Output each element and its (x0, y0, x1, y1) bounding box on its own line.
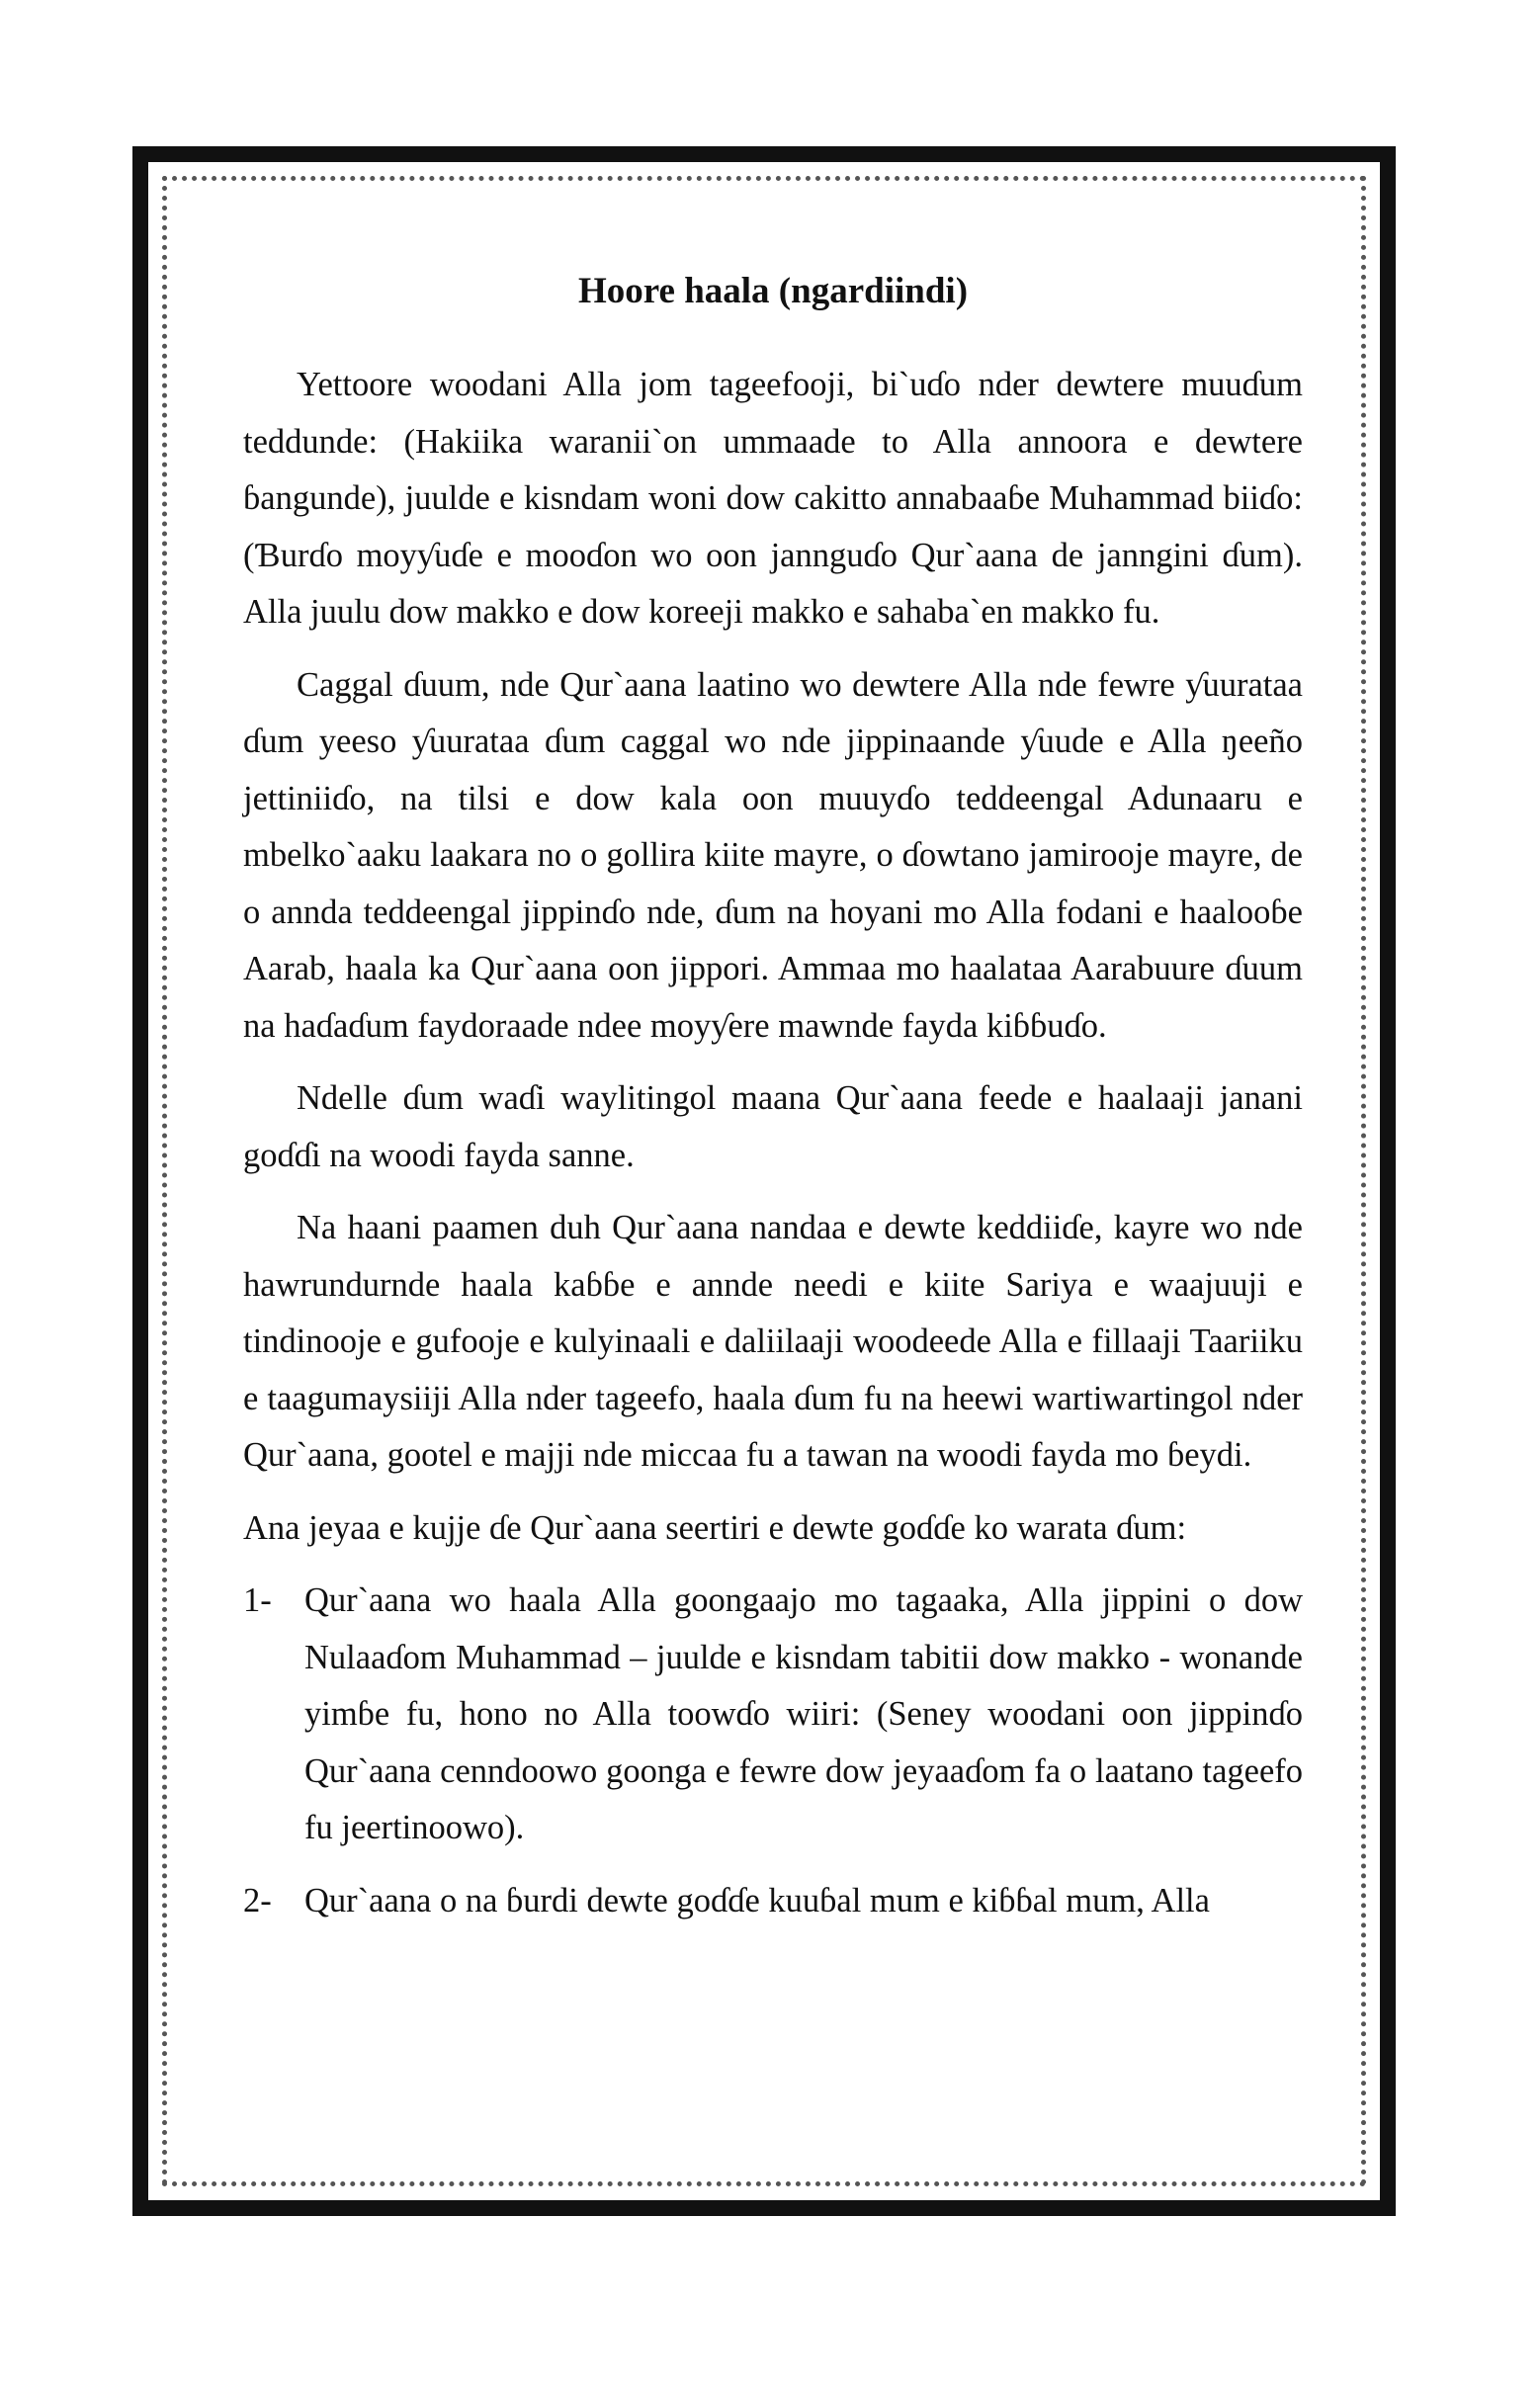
paragraph-translation-benefit: Ndelle ɗum waɗi waylitingol maana Qur`aana feede e haalaaji janani goɗɗi na woodi fayda sanne. (243, 1079, 1303, 1174)
page-title: Hoore haala (ngardiindi) (577, 271, 969, 311)
page-content (243, 263, 1303, 1945)
list-item-text: Qur`aana o na ɓurdi dewte goɗɗe kuuɓal mum e kiɓɓal mum, Alla (304, 1881, 1210, 1919)
list-item-number: 1- (243, 1581, 272, 1619)
paragraph-quran-importance: Caggal ɗuum, nde Qur`aana laatino wo dewtere Alla nde fewre ƴuurataa ɗum yeeso ƴuurataa ɗum caggal wo nde jippinaande ƴuude e Alla ŋeeño jettiniiɗo, na tilsi e dow kala oon muuyɗo teddeengal Adunaaru e mbelko`aaku laakara no o gollira kiite mayre, o ɗowtano jamirooje mayre, de o annda teddeengal jippinɗo nde, ɗum na hoyani mo Alla fodani e haalooɓe Aarab, haala ka Qur`aana oon jippori. Ammaa mo haalataa Aarabuure ɗuum na haɗaɗum faydoraade ndee moyƴere mawnde fayda kiɓɓuɗo. (243, 665, 1303, 1045)
list-item (243, 1573, 1303, 1857)
page-border (132, 146, 1396, 2216)
paragraph-list-intro: Ana jeyaa e kujje ɗe Qur`aana seertiri e dewte goɗɗe ko warata ɗum: (243, 1508, 1187, 1547)
list-item (243, 1873, 1303, 1930)
paragraph-quran-unique: Na haani paamen duh Qur`aana nandaa e dewte keddiiɗe, kayre wo nde hawrundurnde haala kaɓɓe e annde needi e kiite Sariya e waajuuji e tindinooje e gufooje e kulyinaali e daliilaaji woodeede Alla e fillaaji Taariiku e taagumaysiiji Alla nder tageefo, haala ɗum fu na heewi wartiwartingol nder Qur`aana, gootel e majji nde miccaa fu a tawan na woodi fayda mo ɓeydi. (243, 1209, 1303, 1474)
list-item-number: 2- (243, 1881, 272, 1919)
paragraph-intro: Yettoore woodani Alla jom tageefooji, bi`uɗo nder dewtere muuɗum teddunde: (Hakiika waranii`on ummaade to Alla annoora e dewtere ɓangunde), juulde e kisndam woni dow cakitto annabaaɓe Muhammad biiɗo: (Ɓurɗo moyƴuɗe e mooɗon wo oon jannguɗo Qur`aana de janngini ɗum). Alla juulu dow makko e dow koreeji makko e sahaba`en makko fu. (243, 366, 1303, 631)
list-item-text: Qur`aana wo haala Alla goongaajo mo tagaaka, Alla jippini o dow Nulaaɗom Muhammad – juulde e kisndam tabitii dow makko - wonande yimɓe fu, hono no Alla toowɗo wiiri: (Seney woodani oon jippinɗo Qur`aana cenndoowo goonga e fewre dow jeyaaɗom fa o laatano tageefo fu jeertinoowo). (304, 1581, 1303, 1846)
